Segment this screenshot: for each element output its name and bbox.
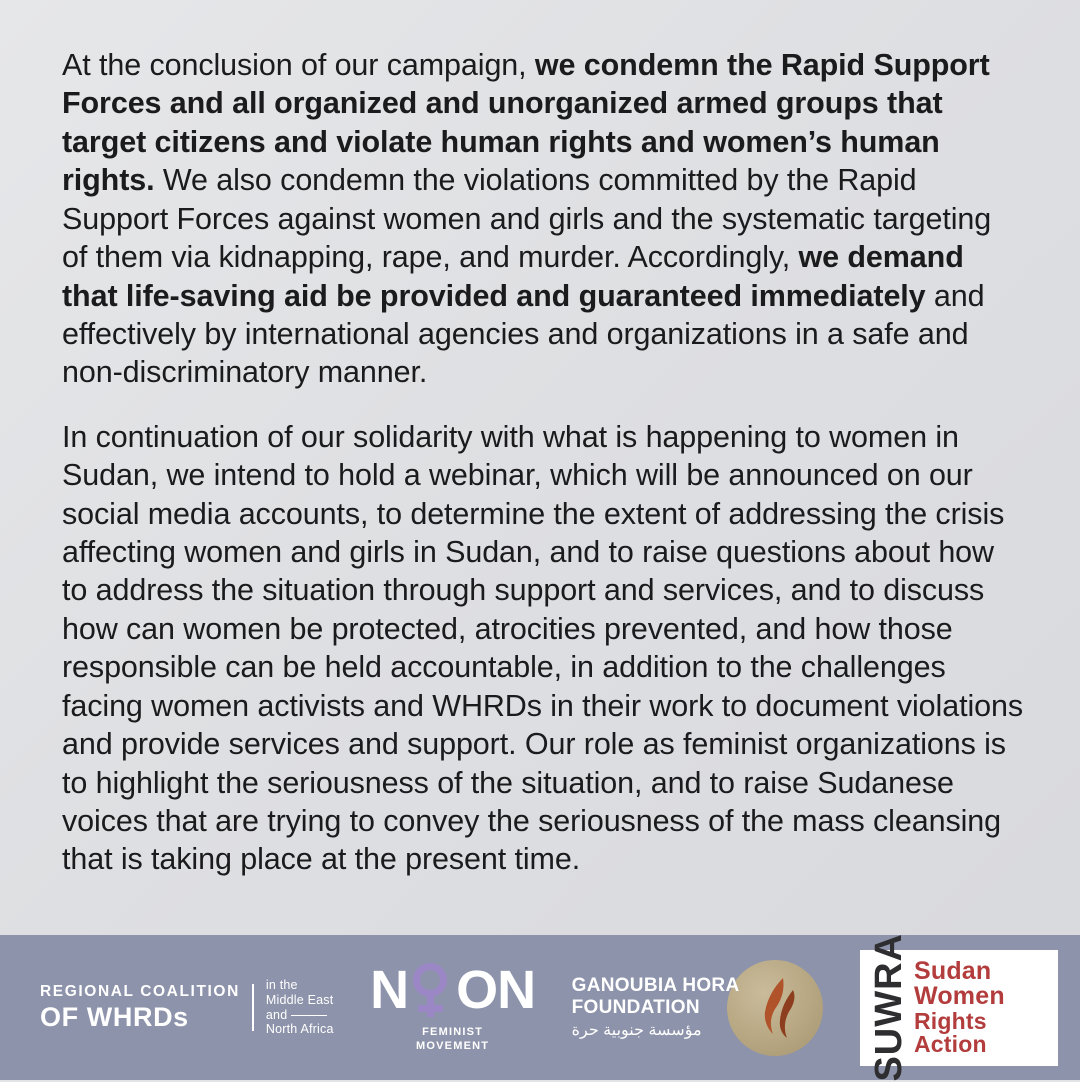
suwra-name-lines [913,956,1005,1057]
region-line-3: and [266,1008,334,1023]
suwra-line-1: Sudan [913,956,992,985]
paragraph-1-run-4-bold: we demand that life-saving aid be provided and guaranteed immediately [62,240,964,313]
footer-logo-bar [0,935,1080,1080]
paragraph-1-run-1: At the conclusion of our campaign, [62,48,535,82]
regional-coalition-region-text [266,978,334,1037]
suwra-line-4: Action [913,1031,987,1057]
region-line-2: Middle East [265,992,334,1007]
regional-coalition-divider [252,984,254,1031]
regional-coalition-wordmark [40,984,240,1032]
ganoubia-line-2: FOUNDATION [571,996,700,1018]
suwra-line-3: Rights [913,1007,987,1034]
venus-symbol-icon [409,961,455,1019]
ganoubia-emblem [727,960,823,1056]
noon-subtitle [416,1026,489,1054]
bird-icon [753,976,801,1040]
noon-subtitle-line-2: MOVEMENT [416,1040,490,1052]
paragraph-1 [62,46,1024,392]
suwra-line-2: Women [913,982,1005,1011]
logo-ganoubia-hora-foundation [572,960,824,1056]
region-line-1: in the [265,978,298,992]
suwra-vertical-wordmark: SUWRA [867,933,910,1082]
noon-letter-n2: N [497,960,536,1021]
ganoubia-line-1: GANOUBIA HORA [571,975,740,997]
regional-coalition-line-top: REGIONAL COALITION [40,982,240,1000]
paragraph-2-run-1: In continuation of our solidarity with what is happening to women in Sudan, we intend to hold a webinar, which will be announced on our social media accounts, to determine the extent of addressing the crisis affecting women and girls in Sudan, and to raise questions about how to address the situation through support and services, and to discuss how can women be protected, atrocities prevented, and how those responsible can be held accountable, in addition to the challenges facing women activists and WHRDs in their work to document violations and provide services and support. Our role as feminist organizations is to highlight the seriousness of the situation, and to raise Sudanese voices that are trying to convey the seriousness of the mass cleansing that is taking place at the present time. [62,419,1024,877]
paragraph-1-run-3: We also condemn the violations committed by the Rapid Support Forces against women and girls and the systematic targeting of them via kidnapping, rape, and murder. Accordingly, [62,163,992,275]
region-line-4: North Africa [265,1022,334,1037]
logo-noon-feminist-movement [370,961,535,1054]
paragraph-1-run-2-bold: we condemn the Rapid Support Forces and all organized and unorganized armed groups that target citizens and violate human rights and women’s human rights. [62,48,990,198]
noon-subtitle-line-1: FEMINIST [422,1026,484,1039]
noon-letter-n1: N [370,960,409,1021]
paragraph-2 [62,418,1024,879]
logo-regional-coalition-of-whrds [40,978,334,1037]
logo-sudan-women-rights-action [860,933,1058,1082]
regional-coalition-line-bottom: OF WHRDs [40,1002,189,1033]
ganoubia-arabic-line: مؤسسة جنوبية حرة [571,1021,702,1039]
noon-wordmark [370,961,535,1019]
ganoubia-wordmark [572,975,740,1039]
paragraph-1-run-5: and effectively by international agencies and organizations in a safe and non-discriminatory manner. [62,278,985,390]
noon-letter-o: O [456,960,498,1021]
